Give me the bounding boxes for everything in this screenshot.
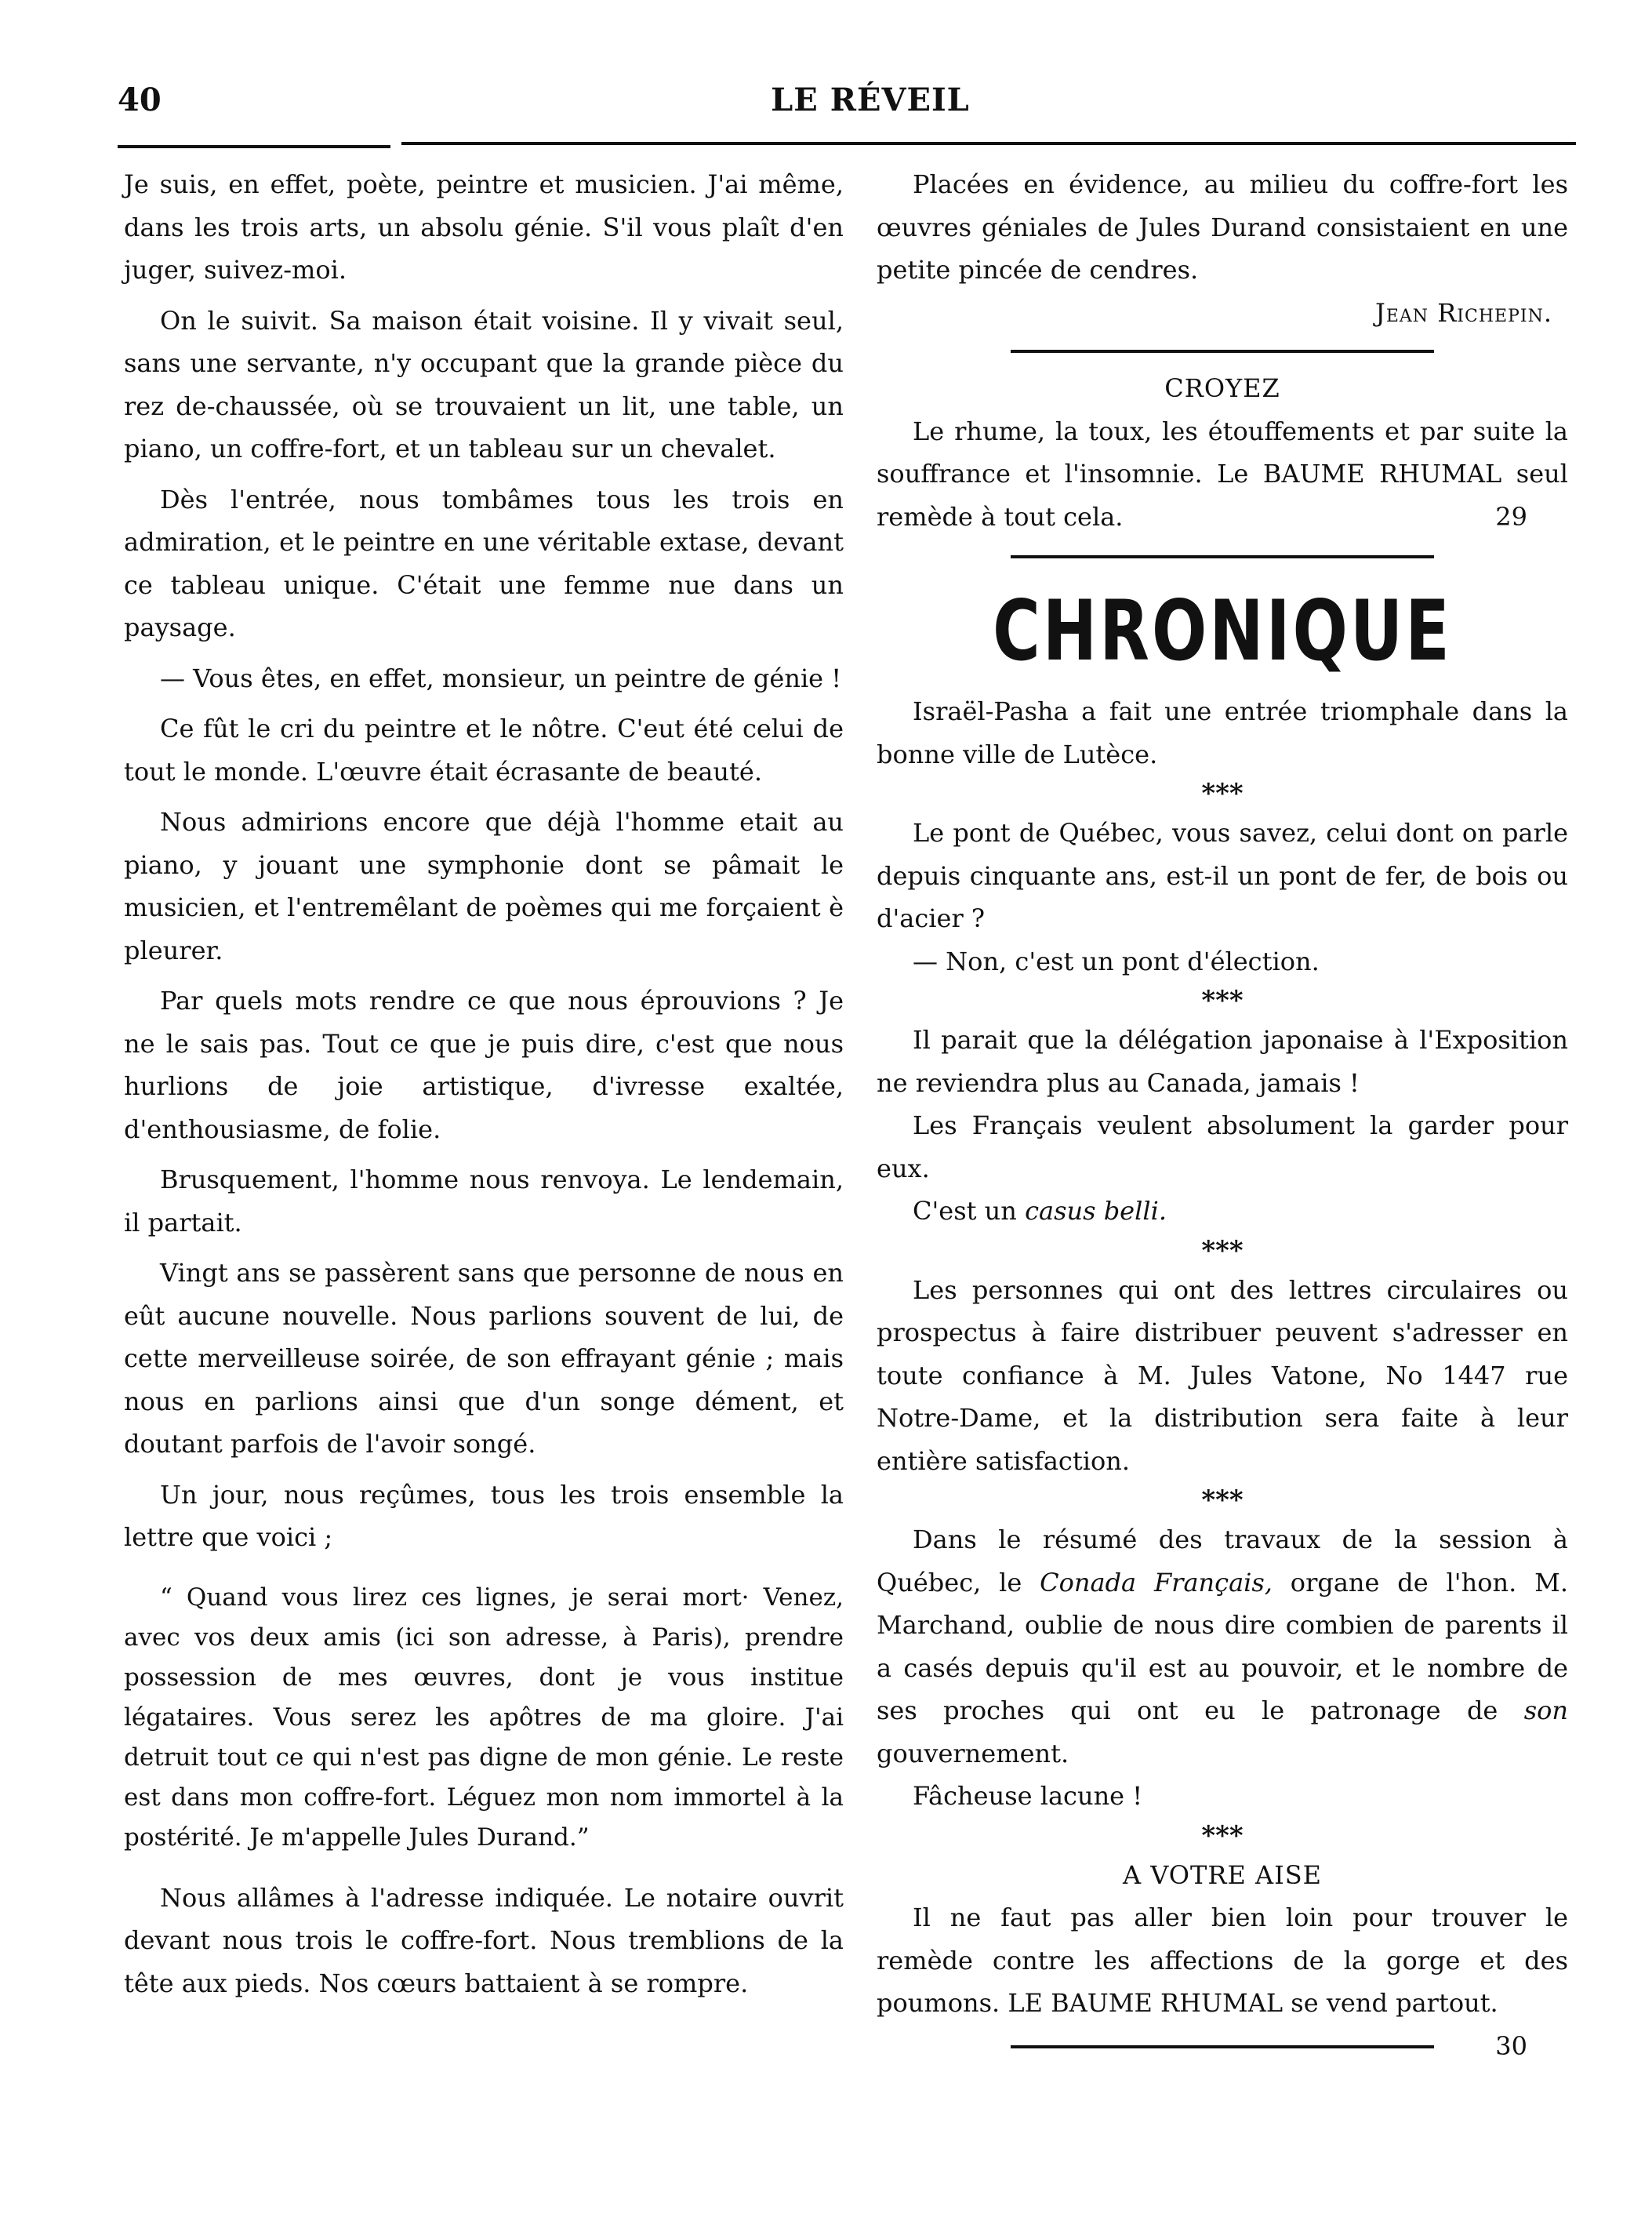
chronique-item: — Non, c'est un pont d'élection. (913, 946, 1320, 976)
paragraph: — Vous êtes, en effet, monsieur, un peintre de génie ! (160, 663, 842, 693)
paragraph: Par quels mots rendre ce que nous éprouvions ? Je ne le sais pas. Tout ce que je puis dire, c'est que nous hurlions de joie artistique, d'ivresse exaltée, d'enthousiasme, de folie. (124, 986, 844, 1144)
ad-number: 29 (1495, 501, 1527, 532)
ad-number: 30 (1495, 2030, 1527, 2061)
asterism-divider: *** (1201, 985, 1244, 1016)
paragraph: Nous allâmes à l'adresse indiquée. Le notaire ouvrit devant nous trois le coffre-fort. Nous tremblions de la tête aux pieds. Nos cœurs battaient à se rompre. (124, 1882, 844, 1998)
ad-text-body: Il ne faut pas aller bien loin pour trouver le remède contre les affections de la gorge et des poumons. LE BAUME RHUMAL se vend partout. (877, 1903, 1568, 2018)
asterism-divider: *** (1201, 1819, 1244, 1852)
page-number: 40 (118, 82, 162, 118)
header-rule-right (401, 142, 1576, 145)
quoted-letter: “ Quand vous lirez ces lignes, je serai mort· Venez, avec vos deux amis (ici son adresse, à Paris), prendre possession de mes œuvres, dont je vous institue légataires. Vous serez les apôtres de ma gloire. J'ai detruit tout ce qui n'est pas digne de mon génie. Le reste est dans mon coffre-fort. Léguez mon nom immortel à la postérité. Je m'appelle Jules Durand.” (124, 1583, 844, 1852)
chronique-item (877, 1190, 1568, 1233)
ad-text (877, 410, 1568, 539)
ad-text-body: Le rhume, la toux, les étouffements et par suite la souffrance et l'insomnie. Le BAUME RHUMAL seul remède à tout cela. (877, 416, 1568, 532)
section-title: CHRONIQUE (993, 583, 1452, 679)
separator-rule (1011, 350, 1434, 353)
asterism-divider: *** (1201, 1485, 1244, 1516)
text-run: gouvernement. (877, 1738, 1069, 1768)
paragraph: Nous admirions encore que déjà l'homme etait au piano, y jouant une symphonie dont se pâmait le musicien, et l'entremêlant de poèmes qui me forçaient è pleurer. (124, 807, 844, 965)
paragraph: Placées en évidence, au milieu du coffre-fort les œuvres géniales de Jules Durand consistaient en une petite pincée de cendres. (877, 169, 1568, 285)
paragraph: On le suivit. Sa maison était voisine. Il y vivait seul, sans une servante, n'y occupant que la grande pièce du rez de-chaussée, où se trouvaient un lit, une table, un piano, un coffre-fort, et un tableau sur un chevalet. (124, 305, 844, 463)
author-signature: Jean Richepin. (1375, 297, 1552, 328)
header-rule-left (118, 145, 390, 148)
chronique-item: Les Français veulent absolument la garder pour eux. (877, 1110, 1568, 1183)
asterism-divider: *** (1201, 778, 1244, 809)
chronique-item (877, 1518, 1568, 1775)
italic-text-run: casus belli. (1025, 1196, 1167, 1226)
chronique-item: Il parait que la délégation japonaise à l'Exposition ne reviendra plus au Canada, jamais ! (877, 1025, 1568, 1098)
right-column (877, 163, 1568, 2067)
chronique-item: Le pont de Québec, vous savez, celui dont on parle depuis cinquante ans, est-il un pont de fer, de bois ou d'acier ? (877, 818, 1568, 933)
paragraph: Dès l'entrée, nous tombâmes tous les trois en admiration, et le peintre en une véritable extase, devant ce tableau unique. C'était une femme nue dans un paysage. (124, 484, 844, 642)
text-run: organe de l'hon. M. Marchand, oublie de nous dire combien de parents il a casés depuis qu'il est au pouvoir, et le nombre de ses proches qui ont eu le patronage de (877, 1567, 1568, 1725)
left-column (124, 163, 844, 2004)
paragraph: Vingt ans se passèrent sans que personne de nous en eût aucune nouvelle. Nous parlions souvent de lui, de cette merveilleuse soirée, de son effrayant génie ; mais nous en parlions ainsi que d'un songe dément, et doutant parfois de l'avoir songé. (124, 1258, 844, 1459)
paragraph: Ce fût le cri du peintre et le nôtre. C'eut été celui de tout le monde. L'œuvre était écrasante de beauté. (124, 714, 844, 787)
paragraph: Un jour, nous reçûmes, tous les trois ensemble la lettre que voici ; (124, 1479, 844, 1552)
italic-text-run: Conada Français, (1040, 1567, 1273, 1597)
paragraph: Brusquement, l'homme nous renvoya. Le lendemain, il partait. (124, 1165, 844, 1238)
newspaper-title: LE RÉVEIL (771, 82, 970, 118)
separator-rule (1011, 2045, 1434, 2048)
ad-text (877, 1896, 1568, 2061)
ad-title: A VOTRE AISE (1122, 1859, 1323, 1890)
ad-title: CROYEZ (1164, 373, 1280, 403)
chronique-item: Israël-Pasha a fait une entrée triomphale dans la bonne ville de Lutèce. (877, 696, 1568, 769)
paragraph: Je suis, en effet, poète, peintre et musicien. J'ai même, dans les trois arts, un absolu génie. S'il vous plaît d'en juger, suivez-moi. (124, 169, 844, 285)
separator-rule (1011, 555, 1434, 558)
text-run: Dans le résumé des travaux de la session à Québec, le (877, 1525, 1568, 1597)
text-run: C'est un (913, 1196, 1026, 1226)
italic-text-run: son (1523, 1696, 1568, 1725)
asterism-divider: *** (1201, 1234, 1244, 1267)
chronique-item: Les personnes qui ont des lettres circulaires ou prospectus à faire distribuer peuvent s'adresser en toute confiance à M. Jules Vatone, No 1447 rue Notre-Dame, et la distribution sera faite à leur entière satisfaction. (877, 1274, 1568, 1476)
chronique-item: Fâcheuse lacune ! (913, 1781, 1143, 1811)
